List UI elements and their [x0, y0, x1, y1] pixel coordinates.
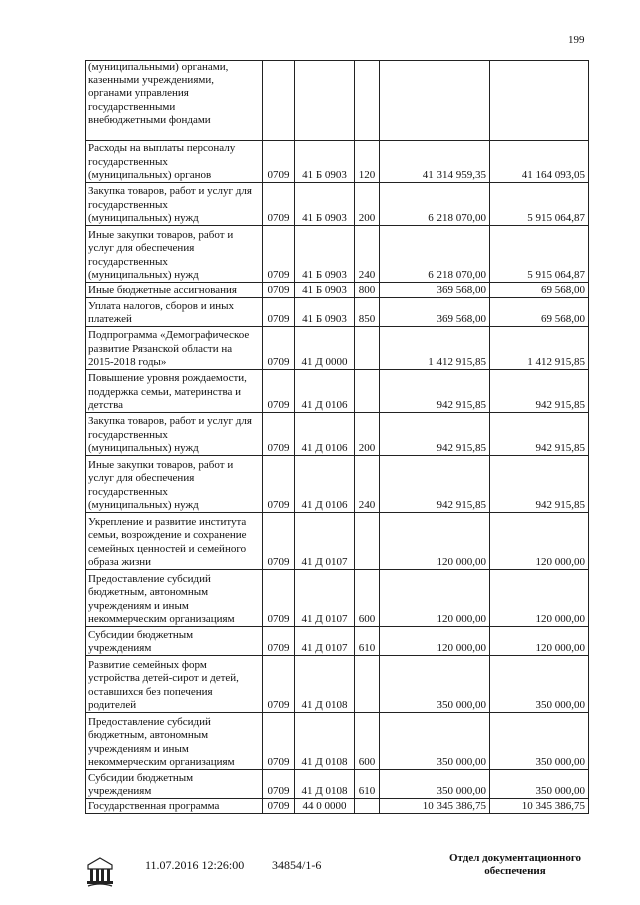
footer-doc-code: 34854/1-6 — [272, 858, 322, 872]
cell-name: Подпрограмма «Демографическое развитие Рязанской области на 2015-2018 годы» — [86, 327, 263, 370]
cell-expense-type: 240 — [355, 456, 380, 513]
cell-target-code: 41 Д 0107 — [295, 627, 355, 656]
table-row — [86, 141, 589, 183]
cell-section: 0709 — [263, 298, 295, 327]
cell-section: 0709 — [263, 183, 295, 226]
cell-amount-planned: 41 314 959,35 — [380, 141, 490, 183]
cell-expense-type: 240 — [355, 226, 380, 283]
cell-name: Иные бюджетные ассигнования — [86, 283, 263, 298]
cell-target-code: 41 Д 0000 — [295, 327, 355, 370]
cell-expense-type — [355, 656, 380, 713]
cell-target-code: 41 Д 0106 — [295, 456, 355, 513]
cell-name: Повышение уровня рождаемости, поддержка семьи, материнства и детства — [86, 370, 263, 413]
emblem-icon — [84, 856, 116, 895]
cell-amount-executed: 350 000,00 — [490, 770, 589, 799]
cell-name: Укрепление и развитие института семьи, возрождение и сохранение семейных ценностей и семейного образа жизни — [86, 513, 263, 570]
cell-name: Развитие семейных форм устройства детей-сирот и детей, оставшихся без попечения родителей — [86, 656, 263, 713]
cell-name: Закупка товаров, работ и услуг для государственных (муниципальных) нужд — [86, 413, 263, 456]
budget-table — [85, 60, 589, 814]
cell-name: Иные закупки товаров, работ и услуг для обеспечения государственных (муниципальных) нужд — [86, 226, 263, 283]
cell-expense-type: 200 — [355, 183, 380, 226]
cell-section: 0709 — [263, 799, 295, 814]
cell-expense-type: 610 — [355, 770, 380, 799]
cell-section: 0709 — [263, 141, 295, 183]
cell-section: 0709 — [263, 413, 295, 456]
cell-amount-executed: 942 915,85 — [490, 456, 589, 513]
cell-expense-type: 800 — [355, 283, 380, 298]
table-row — [86, 627, 589, 656]
cell-target-code — [295, 61, 355, 141]
table-row — [86, 370, 589, 413]
cell-amount-executed: 69 568,00 — [490, 298, 589, 327]
cell-expense-type: 600 — [355, 713, 380, 770]
table-row — [86, 713, 589, 770]
cell-section: 0709 — [263, 327, 295, 370]
cell-amount-planned: 6 218 070,00 — [380, 226, 490, 283]
cell-amount-planned — [380, 61, 490, 141]
cell-section: 0709 — [263, 283, 295, 298]
cell-section: 0709 — [263, 513, 295, 570]
table-row — [86, 327, 589, 370]
cell-section: 0709 — [263, 770, 295, 799]
cell-amount-executed: 69 568,00 — [490, 283, 589, 298]
cell-amount-executed: 5 915 064,87 — [490, 183, 589, 226]
table-row — [86, 226, 589, 283]
cell-section: 0709 — [263, 570, 295, 627]
cell-target-code: 41 Б 0903 — [295, 298, 355, 327]
cell-name: Уплата налогов, сборов и иных платежей — [86, 298, 263, 327]
cell-section: 0709 — [263, 656, 295, 713]
cell-target-code: 41 Д 0107 — [295, 570, 355, 627]
cell-target-code: 41 Д 0108 — [295, 770, 355, 799]
cell-target-code: 41 Б 0903 — [295, 183, 355, 226]
cell-amount-executed: 120 000,00 — [490, 570, 589, 627]
cell-target-code: 41 Д 0108 — [295, 713, 355, 770]
cell-amount-planned: 942 915,85 — [380, 456, 490, 513]
cell-section — [263, 61, 295, 141]
cell-expense-type: 120 — [355, 141, 380, 183]
table-row — [86, 570, 589, 627]
cell-amount-executed: 120 000,00 — [490, 513, 589, 570]
table-row — [86, 799, 589, 814]
cell-target-code: 41 Б 0903 — [295, 226, 355, 283]
cell-section: 0709 — [263, 226, 295, 283]
cell-name: Субсидии бюджетным учреждениям — [86, 770, 263, 799]
cell-expense-type — [355, 370, 380, 413]
cell-amount-executed: 350 000,00 — [490, 713, 589, 770]
cell-target-code: 41 Д 0108 — [295, 656, 355, 713]
cell-target-code: 41 Д 0106 — [295, 413, 355, 456]
cell-target-code: 41 Д 0107 — [295, 513, 355, 570]
cell-amount-executed: 5 915 064,87 — [490, 226, 589, 283]
cell-section: 0709 — [263, 456, 295, 513]
table-row — [86, 770, 589, 799]
cell-amount-planned: 120 000,00 — [380, 627, 490, 656]
footer-datetime: 11.07.2016 12:26:00 — [145, 858, 245, 872]
cell-section: 0709 — [263, 370, 295, 413]
cell-section: 0709 — [263, 713, 295, 770]
cell-target-code: 44 0 0000 — [295, 799, 355, 814]
cell-expense-type — [355, 513, 380, 570]
cell-amount-executed: 1 412 915,85 — [490, 327, 589, 370]
cell-name: Предоставление субсидий бюджетным, автономным учреждениям и иным некоммерческим организациям — [86, 570, 263, 627]
cell-expense-type: 850 — [355, 298, 380, 327]
cell-expense-type — [355, 61, 380, 141]
cell-target-code: 41 Б 0903 — [295, 141, 355, 183]
table-row — [86, 283, 589, 298]
footer-department: Отдел документационного обеспечения — [448, 852, 582, 877]
cell-section: 0709 — [263, 627, 295, 656]
cell-amount-executed: 350 000,00 — [490, 656, 589, 713]
cell-target-code: 41 Д 0106 — [295, 370, 355, 413]
cell-amount-planned: 942 915,85 — [380, 413, 490, 456]
cell-expense-type: 200 — [355, 413, 380, 456]
page-number: 199 — [568, 34, 585, 46]
cell-amount-planned: 6 218 070,00 — [380, 183, 490, 226]
cell-amount-planned: 10 345 386,75 — [380, 799, 490, 814]
table-row — [86, 456, 589, 513]
cell-amount-executed: 942 915,85 — [490, 370, 589, 413]
cell-amount-planned: 120 000,00 — [380, 513, 490, 570]
cell-expense-type: 600 — [355, 570, 380, 627]
cell-amount-planned: 120 000,00 — [380, 570, 490, 627]
cell-name: Государственная программа — [86, 799, 263, 814]
table-row — [86, 413, 589, 456]
cell-expense-type: 610 — [355, 627, 380, 656]
cell-amount-executed: 10 345 386,75 — [490, 799, 589, 814]
table-row — [86, 183, 589, 226]
cell-amount-executed: 942 915,85 — [490, 413, 589, 456]
cell-name: Предоставление субсидий бюджетным, автономным учреждениям и иным некоммерческим организациям — [86, 713, 263, 770]
table-row — [86, 298, 589, 327]
cell-expense-type — [355, 327, 380, 370]
cell-amount-executed: 41 164 093,05 — [490, 141, 589, 183]
cell-name: (муниципальными) органами, казенными учреждениями, органами управления государственными внебюджетными фондами — [86, 61, 263, 141]
cell-amount-executed: 120 000,00 — [490, 627, 589, 656]
cell-amount-executed — [490, 61, 589, 141]
cell-name: Субсидии бюджетным учреждениям — [86, 627, 263, 656]
cell-amount-planned: 350 000,00 — [380, 713, 490, 770]
cell-amount-planned: 942 915,85 — [380, 370, 490, 413]
cell-name: Закупка товаров, работ и услуг для государственных (муниципальных) нужд — [86, 183, 263, 226]
table-row — [86, 656, 589, 713]
cell-name: Иные закупки товаров, работ и услуг для обеспечения государственных (муниципальных) нужд — [86, 456, 263, 513]
cell-name: Расходы на выплаты персоналу государственных (муниципальных) органов — [86, 141, 263, 183]
cell-amount-planned: 369 568,00 — [380, 283, 490, 298]
table-row — [86, 61, 589, 141]
cell-amount-planned: 350 000,00 — [380, 656, 490, 713]
cell-expense-type — [355, 799, 380, 814]
table-row — [86, 513, 589, 570]
cell-target-code: 41 Б 0903 — [295, 283, 355, 298]
cell-amount-planned: 1 412 915,85 — [380, 327, 490, 370]
cell-amount-planned: 369 568,00 — [380, 298, 490, 327]
cell-amount-planned: 350 000,00 — [380, 770, 490, 799]
budget-table-body — [86, 61, 589, 814]
